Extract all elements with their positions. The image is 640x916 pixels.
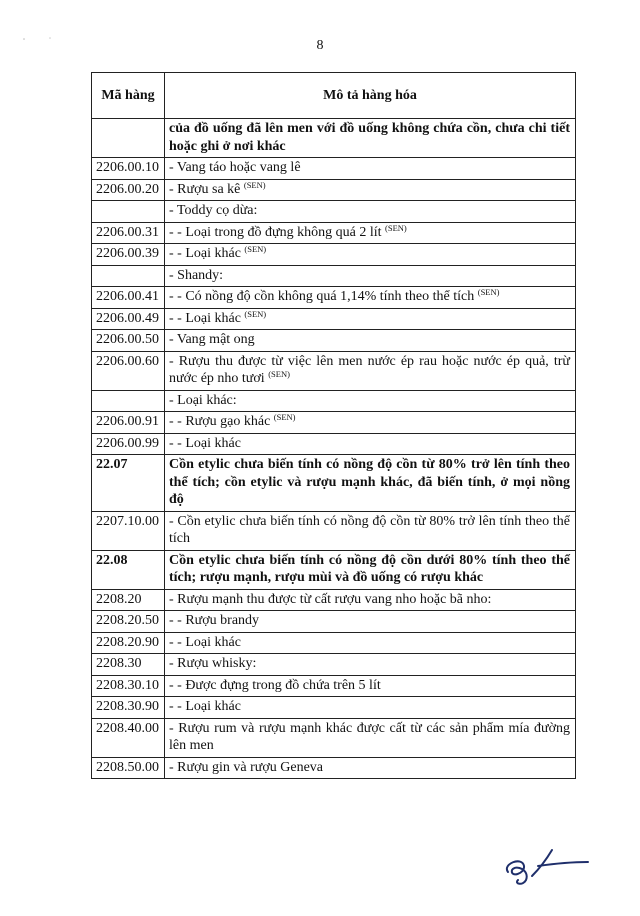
table-row [92,718,576,757]
hs-code [92,265,165,287]
header-code: Mã hàng [92,73,165,119]
table-row [92,550,576,589]
sen-note: (SEN) [244,308,267,319]
goods-description [165,632,576,654]
table-row [92,675,576,697]
hs-code: 2207.10.00 [92,511,165,550]
description-text: - Rượu gin và rượu Geneva [169,759,323,775]
signature [500,842,592,890]
hs-code [92,201,165,223]
table-row [92,589,576,611]
sen-note: (SEN) [244,244,267,254]
page-number: 8 [316,38,324,53]
hs-code: 2206.00.39 [92,244,165,266]
goods-description [165,697,576,719]
table-row [92,201,576,223]
sen-note: (SEN) [243,179,266,190]
sen-note: (SEN) [385,222,407,233]
description-text: - - Được đựng trong đồ chứa trên 5 lít [169,677,381,693]
description-text: - - Loại khác [169,246,241,261]
table-header-row [92,73,576,119]
table-row [92,287,576,309]
description-text: - Rượu rum và rượu mạnh khác được cất từ các sản phẩm mía đường lên men [169,720,570,753]
description-text: - Shandy: [169,267,224,283]
hs-code: 2208.30.90 [92,697,165,719]
table-row [92,412,576,434]
description-text: - Vang mật ong [169,332,255,347]
hs-code: 2206.00.10 [92,158,165,180]
sen-note: (SEN) [477,287,500,297]
hs-code: 2208.30.10 [92,675,165,697]
description-text: Cồn etylic chưa biến tính có nồng độ cồn từ 80% trở lên tính theo thể tích; cồn etylic và rượu mạnh khác, đã biến tính, ở mọi nồng độ [169,457,570,507]
table-row [92,455,576,512]
table-row [92,222,576,244]
table-row [92,654,576,676]
hs-code: 22.07 [92,455,165,512]
goods-description [165,351,576,390]
table-row [92,697,576,719]
table-row [92,119,576,158]
table-row [92,611,576,633]
goods-description [165,589,576,611]
goods-description [165,654,576,676]
goods-description [165,158,576,180]
goods-description [165,412,576,434]
table-row [92,351,576,390]
goods-description [165,330,576,352]
hs-code: 2208.30 [92,654,165,676]
description-text: - - Có nồng độ cồn không quá 1,14% tính theo thể tích [169,289,475,304]
description-text: - Rượu whisky: [169,656,257,671]
hs-code: 22.08 [92,550,165,589]
description-text: - Cồn etylic chưa biến tính có nồng độ cồn từ 80% trở lên tính theo thể tích [169,513,570,546]
goods-description [165,550,576,589]
description-text: - - Loại khác [169,435,241,451]
goods-description [165,244,576,266]
description-text: - - Rượu gạo khác [169,414,271,429]
hs-code [92,119,165,158]
description-text: - Rượu sa kê [169,181,241,197]
table-row [92,390,576,412]
goods-description [165,511,576,550]
goods-description [165,757,576,779]
hs-code: 2208.20.90 [92,632,165,654]
hs-code: 2206.00.60 [92,351,165,390]
description-text: - Rượu thu được từ việc lên men nước ép rau hoặc nước ép quả, trừ nước ép nho tươi [169,353,570,386]
table-row [92,244,576,266]
description-text: - - Loại khác [169,699,241,714]
goods-description [165,433,576,455]
table-row [92,757,576,779]
hs-code: 2206.00.99 [92,433,165,455]
description-text: - - Loại khác [169,310,241,326]
table-row [92,265,576,287]
table-row [92,308,576,330]
description-text: Cồn etylic chưa biến tính có nồng độ cồn dưới 80% tính theo thể tích; rượu mạnh, rượu mùi và đồ uống có rượu khác [169,552,570,585]
hs-code: 2208.20 [92,589,165,611]
goods-description [165,265,576,287]
hs-code [92,390,165,412]
header-description: Mô tả hàng hóa [165,73,576,119]
description-text: - Rượu mạnh thu được từ cất rượu vang nho hoặc bã nho: [169,591,492,607]
goods-description [165,718,576,757]
hs-code: 2208.50.00 [92,757,165,779]
goods-description [165,455,576,512]
sen-note: (SEN) [273,412,296,422]
scan-speck [20,34,56,44]
hs-code: 2208.40.00 [92,718,165,757]
table-row [92,632,576,654]
goods-description [165,390,576,412]
table-row [92,330,576,352]
sen-note: (SEN) [268,369,290,379]
table-row [92,158,576,180]
hs-code: 2208.20.50 [92,611,165,633]
description-text: - - Rượu brandy [169,613,260,628]
description-text: của đồ uống đã lên men với đồ uống không chứa cồn, chưa chi tiết hoặc ghi ở nơi khác [169,121,570,154]
goods-description [165,611,576,633]
table-row [92,511,576,550]
hs-code: 2206.00.41 [92,287,165,309]
description-text: - - Loại khác [169,634,241,650]
table-row [92,179,576,201]
hs-code: 2206.00.49 [92,308,165,330]
table-row [92,433,576,455]
goods-description [165,201,576,223]
description-text: - Vang táo hoặc vang lê [169,160,301,175]
hs-code: 2206.00.31 [92,222,165,244]
table-body [92,119,576,779]
tariff-table [91,72,576,779]
hs-code: 2206.00.50 [92,330,165,352]
goods-description [165,675,576,697]
hs-code: 2206.00.91 [92,412,165,434]
hs-code: 2206.00.20 [92,179,165,201]
goods-description [165,119,576,158]
goods-description [165,287,576,309]
description-text: - Loại khác: [169,392,237,408]
goods-description [165,179,576,201]
goods-description [165,308,576,330]
description-text: - Toddy cọ dừa: [169,203,258,218]
goods-description [165,222,576,244]
description-text: - - Loại trong đồ đựng không quá 2 lít [169,224,382,240]
